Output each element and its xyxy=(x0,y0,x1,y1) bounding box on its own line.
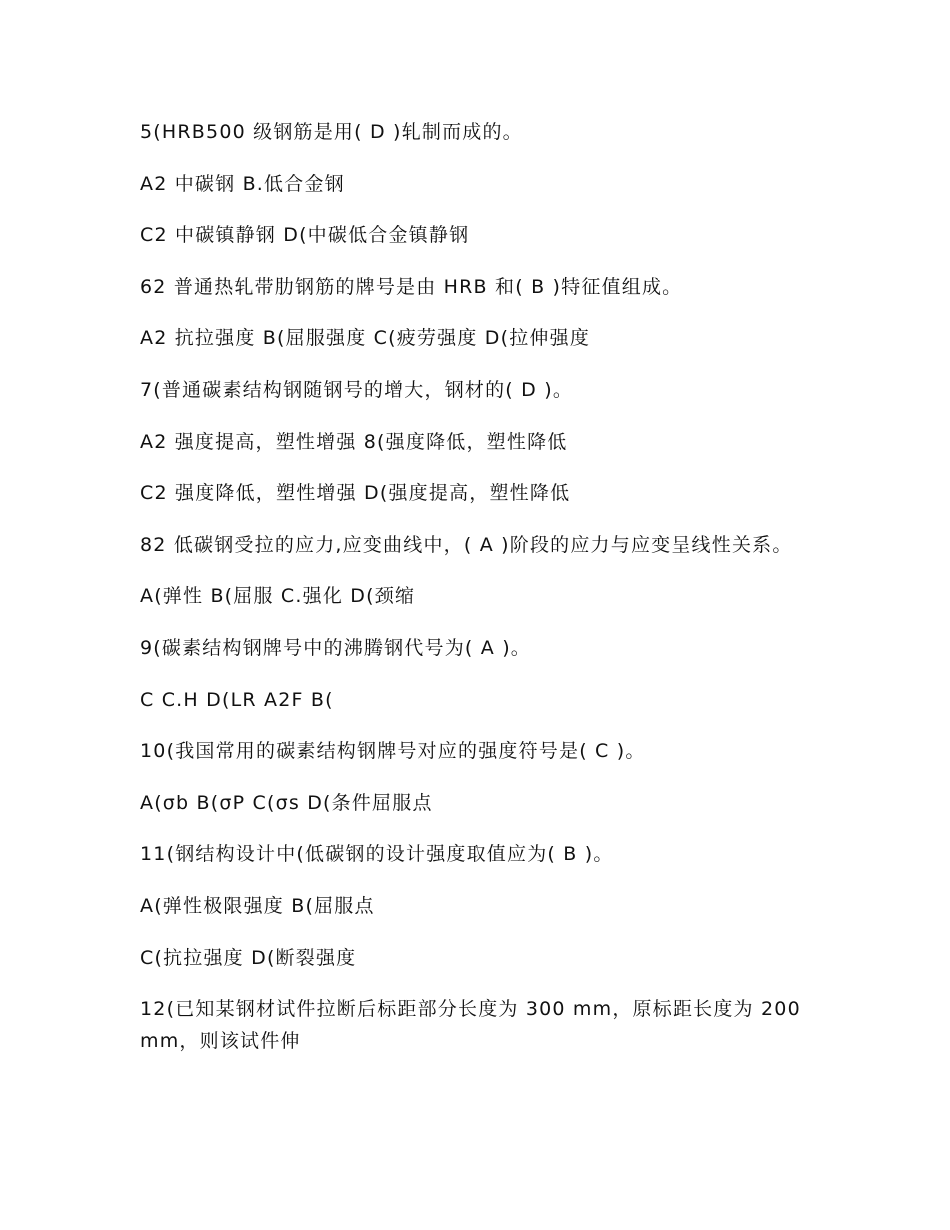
question-11-options-ab: A(弹性极限强度 B(屈服点 xyxy=(140,894,375,917)
question-7-options-ab: A2 强度提高，塑性增强 8(强度降低，塑性降低 xyxy=(140,430,568,453)
question-7: 7(普通碳素结构钢随钢号的增大，钢材的( D )。 xyxy=(140,378,574,401)
question-5-options-ab: A2 中碳钢 B.低合金钢 xyxy=(140,172,345,195)
question-7-options-cd: C2 强度降低，塑性增强 D(强度提高，塑性降低 xyxy=(140,482,571,505)
question-9-options: C C.H D(LR A2F B( xyxy=(140,688,334,711)
question-10: 10(我国常用的碳素结构钢牌号对应的强度符号是( C )。 xyxy=(140,740,646,763)
question-5: 5(HRB500 级钢筋是用( D )轧制而成的。 xyxy=(140,121,523,143)
question-5-options-cd: C2 中碳镇静钢 D(中碳低合金镇静钢 xyxy=(140,224,470,247)
question-11: 11(钢结构设计中(低碳钢的设计强度取值应为( B )。 xyxy=(140,843,614,866)
document-body xyxy=(140,116,810,1077)
question-9: 9(碳素结构钢牌号中的沸腾钢代号为( A )。 xyxy=(140,636,532,659)
question-11-options-cd: C(抗拉强度 D(断裂强度 xyxy=(140,946,357,969)
question-6: 62 普通热轧带肋钢筋的牌号是由 HRB 和( B )特征值组成。 xyxy=(140,275,683,298)
question-12: 12(已知某钢材试件拉断后标距部分长度为 300 mm，原标距长度为 200 mm，则该试件伸 xyxy=(140,998,801,1053)
question-8: 82 低碳钢受拉的应力,应变曲线中，( A )阶段的应力与应变呈线性关系。 xyxy=(140,533,793,556)
question-8-options: A(弹性 B(屈服 C.强化 D(颈缩 xyxy=(140,585,416,608)
question-6-options: A2 抗拉强度 B(屈服强度 C(疲劳强度 D(拉伸强度 xyxy=(140,327,591,350)
question-10-options: A(σb B(σP C(σs D(条件屈服点 xyxy=(140,791,433,814)
